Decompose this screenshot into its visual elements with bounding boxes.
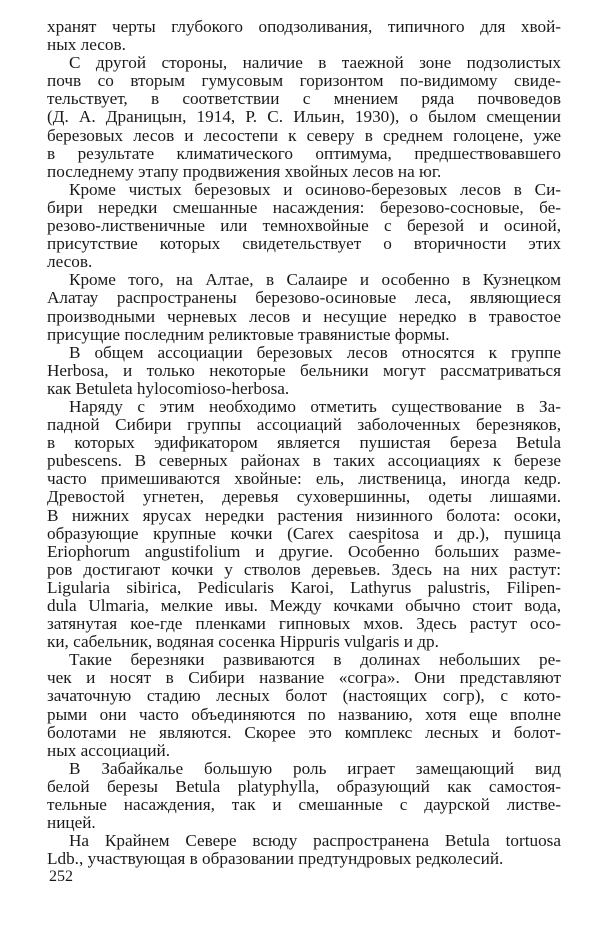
text-line: болотами не являются. Скорее это комплекс лесных и болот- <box>47 722 561 742</box>
text-line: падной Сибири группы ассоциаций заболоченных березняков, <box>47 415 561 435</box>
text-line: ров достигают кочки у стволов деревьев. Здесь на них растут: <box>47 559 561 579</box>
text-line: Ligularia sibirica, Pedicularis Karoi, Lathyrus palustris, Filipen- <box>47 577 561 597</box>
text-line: в которых эдификатором является пушистая береза Betula <box>47 433 561 453</box>
text-line: последнему этапу продвижения хвойных лесов на юг. <box>47 161 442 181</box>
text-line: Herbosa, и только некоторые бельники могут рассматриваться <box>47 360 561 380</box>
text-line: часто примешиваются хвойные: ель, лиственица, иногда кедр. <box>47 469 561 489</box>
paragraph <box>47 18 561 54</box>
text-line: Ldb., участвующая в образовании предтундровых редколесий. <box>47 849 504 869</box>
text-line: Такие березняки развиваются в долинах небольших ре- <box>69 650 561 670</box>
text-line: в результате климатического оптимума, предшествовавшего <box>47 143 561 163</box>
text-line: Eriophorum angustifolium и другие. Особенно больших разме- <box>47 541 561 561</box>
text-line: присущие последним реликтовые травянистые формы. <box>47 324 450 344</box>
text-line: производными черневых лесов и несущие нередко в травостое <box>47 306 561 326</box>
text-line: dula Ulmaria, мелкие ивы. Между кочками обычно стоит вода, <box>47 596 561 615</box>
text-line: ки, сабельник, водяная сосенка Hippuris vulgaris и др. <box>47 632 439 652</box>
paragraph <box>47 832 561 868</box>
text-line: рыми они часто объединяются по названию, хотя еще вполне <box>47 704 561 724</box>
text-line: Кроме того, на Алтае, в Салаире и особенно в Кузнецком <box>69 270 561 290</box>
text-line: Алатау распространены березово-осиновые леса, являющиеся <box>47 288 561 308</box>
text-line: присутствие которых свидетельствует о вторичности этих <box>47 234 561 254</box>
text-line: ницей. <box>47 813 96 833</box>
text-line: тельствует, в соответствии с мнением ряда почвоведов <box>47 89 561 109</box>
text-line: почв со вторым гумусовым горизонтом по-видимому свиде- <box>47 71 561 91</box>
text-line: как Betuleta hylocomioso-herbosa. <box>47 378 290 398</box>
text-line: (Д. А. Драницын, 1914, Р. С. Ильин, 1930), о былом смещении <box>47 107 561 127</box>
paragraph <box>47 181 561 271</box>
text-line: В общем ассоциации березовых лесов относятся к группе <box>69 342 561 362</box>
paragraph <box>47 760 561 832</box>
text-line: тельные насаждения, так и смешанные с даурской листве- <box>47 795 561 815</box>
text-line: чек и носят в Сибири название «согра». Они представляют <box>47 668 561 688</box>
paragraph <box>47 271 561 343</box>
text-line: резово-лиственичные или темнохвойные с березой и осиной, <box>47 216 561 236</box>
page-number: 252 <box>49 868 73 885</box>
text-line: В Забайкалье большую роль играет замещающий вид <box>69 758 561 778</box>
text-line: лесов. <box>47 252 93 272</box>
text-line: бири нередки смешанные насаждения: березово-сосновые, бе- <box>47 197 561 217</box>
paragraph <box>47 54 561 181</box>
text-line: С другой стороны, наличие в таежной зоне подзолистых <box>69 53 561 73</box>
text-line: ных ассоциаций. <box>47 740 171 760</box>
text-line: зачаточную стадию лесных болот (настоящих согр), с кото- <box>47 686 561 706</box>
paragraph <box>47 651 561 760</box>
paragraph <box>47 344 561 398</box>
text-line: ных лесов. <box>47 35 126 55</box>
text-line: хранят черты глубокого оподзоливания, типичного для хвой- <box>47 17 561 36</box>
text-line: Древостой угнетен, деревья суховершинны, одеты лишаями. <box>47 487 561 507</box>
text-line: pubescens. В северных районах в таких ассоциациях к березе <box>47 451 561 471</box>
text-line: Наряду с этим необходимо отметить существование в За- <box>69 396 561 416</box>
paragraph <box>47 398 561 651</box>
text-line: белой березы Betula platyphylla, образующий как самостоя- <box>47 776 561 796</box>
text-line: березовых лесов и лесостепи к северу в среднем голоцене, уже <box>47 125 561 145</box>
page-body-text <box>47 18 561 868</box>
text-line: В нижних ярусах нередки растения низинного болота: осоки, <box>47 505 561 525</box>
text-line: образующие крупные кочки (Carex caespitosa и др.), пушица <box>47 523 561 543</box>
text-line: Кроме чистых березовых и осиново-березовых лесов в Си- <box>69 179 561 199</box>
text-line: На Крайнем Севере всюду распространена Betula tortuosa <box>69 831 561 851</box>
text-line: затянутая кое-где пленками гипновых мхов. Здесь растут осо- <box>47 614 561 634</box>
